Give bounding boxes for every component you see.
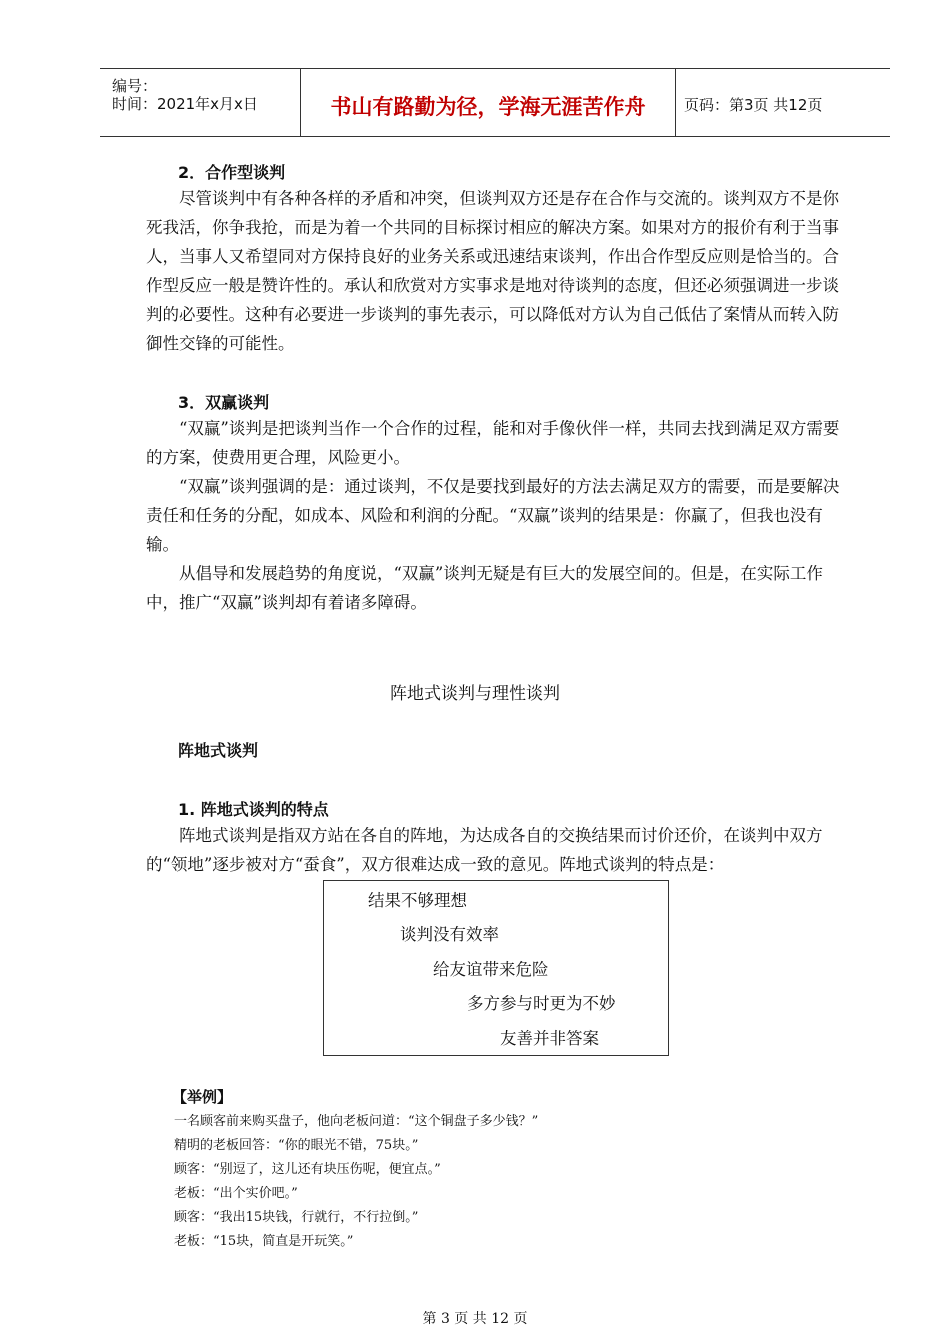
- dialogue-line: 顾客：“别逗了，这儿还有块压伤呢，便宜点。”: [174, 1162, 441, 1177]
- dialogue-line: 精明的老板回答：“你的眼光不错，75块。”: [174, 1138, 419, 1153]
- features-box: [323, 880, 669, 1056]
- dialogue-line: 顾客：“我出15块钱，行就行，不行拉倒。”: [174, 1210, 419, 1225]
- section-heading-features: 1. 阵地式谈判的特点: [178, 800, 329, 819]
- paragraph-win-win-2: “双赢”谈判强调的是：通过谈判，不仅是要找到最好的方法去满足双方的需要，而是要解决责任和任务的分配，如成本、风险和利润的分配。“双赢”谈判的结果是：你赢了，但我也没有输。: [146, 477, 840, 554]
- paragraph-features: 阵地式谈判是指双方站在各自的阵地，为达成各自的交换结果而讨价还价，在谈判中双方的“领地”逐步被对方“蚕食”，双方很难达成一致的意见。阵地式谈判的特点是：: [146, 826, 823, 874]
- section-heading-cooperative: 2．合作型谈判: [178, 163, 286, 182]
- feature-item: 给友谊带来危险: [433, 960, 549, 979]
- feature-item: 多方参与时更为不妙: [467, 994, 616, 1013]
- feature-item: 结果不够理想: [368, 891, 467, 910]
- header-motto-cell: [301, 69, 676, 136]
- paragraph-cooperative: 尽管谈判中有各种各样的矛盾和冲突，但谈判双方还是存在合作与交流的。谈判双方不是你死我活，你争我抢，而是为着一个共同的目标探讨相应的解决方案。如果对方的报价有利于当事人，当事人又希望同对方保持良好的业务关系或迅速结束谈判，作出合作型反应则是恰当的。合作型反应一般是赞许性的。承认和欣赏对方实事求是地对待谈判的态度，但还必须强调进一步谈判的必要性。这种有必要进一步谈判的事先表示，可以降低对方认为自己低估了案情从而转入防御性交锋的可能性。: [146, 189, 839, 353]
- paragraph-win-win-3: 从倡导和发展趋势的角度说，“双赢”谈判无疑是有巨大的发展空间的。但是，在实际工作中，推广“双赢”谈判却有着诸多障碍。: [146, 564, 823, 612]
- feature-item: 友善并非答案: [500, 1029, 599, 1048]
- chapter-title: 阵地式谈判与理性谈判: [390, 684, 560, 704]
- section-heading-positional: 阵地式谈判: [178, 741, 259, 760]
- page-label: 页码：第3页 共12页: [684, 96, 823, 114]
- motto: 书山有路勤为径，学海无涯苦作舟: [330, 95, 646, 119]
- dialogue-line: 老板：“15块，简直是开玩笑。”: [174, 1234, 354, 1249]
- dialogue-line: 一名顾客前来购买盘子，他向老板问道：“这个铜盘子多少钱？”: [174, 1114, 539, 1129]
- header-page-cell: [676, 69, 890, 136]
- header-info-cell: [100, 69, 301, 136]
- dialogue-line: 老板：“出个实价吧。”: [174, 1186, 298, 1201]
- paragraph-win-win-1: “双赢”谈判是把谈判当作一个合作的过程，能和对手像伙伴一样，共同去找到满足双方需要的方案，使费用更合理，风险更小。: [146, 419, 840, 467]
- page-header: [100, 68, 890, 137]
- section-heading-win-win: 3．双赢谈判: [178, 393, 270, 412]
- time-label: 时间：2021年x月x日: [112, 95, 258, 113]
- page-footer: 第 3 页 共 12 页: [422, 1311, 528, 1327]
- number-label: 编号：: [112, 77, 158, 95]
- feature-item: 谈判没有效率: [400, 925, 499, 944]
- example-heading: 【举例】: [172, 1088, 233, 1106]
